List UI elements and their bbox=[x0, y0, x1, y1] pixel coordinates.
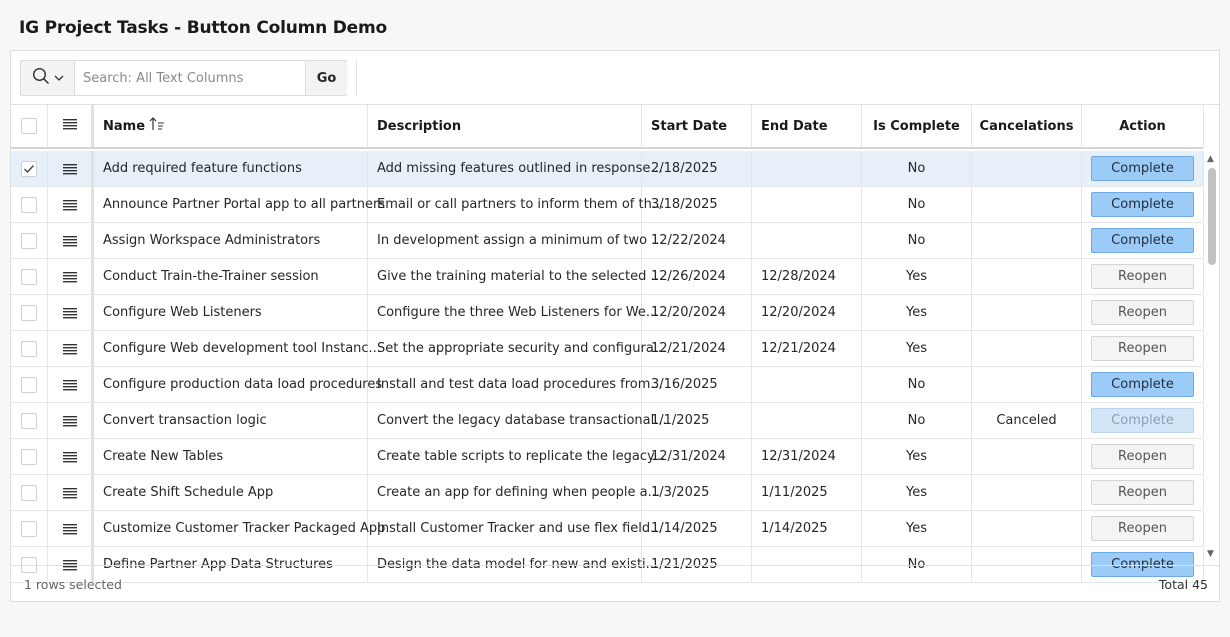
row-actions-menu[interactable] bbox=[48, 331, 94, 366]
row-actions-menu[interactable] bbox=[48, 295, 94, 330]
cell-is-complete[interactable]: Yes bbox=[862, 331, 972, 366]
cell-cancelations[interactable] bbox=[972, 511, 1082, 546]
row-checkbox[interactable] bbox=[21, 161, 37, 177]
cell-end-date[interactable]: 1/11/2025 bbox=[752, 475, 862, 510]
row-select-cell[interactable] bbox=[11, 475, 48, 510]
cell-description[interactable] bbox=[368, 403, 667, 438]
row-select-cell[interactable] bbox=[11, 403, 48, 438]
cell-action bbox=[1082, 403, 1204, 438]
search-icon bbox=[32, 67, 50, 89]
row-checkbox[interactable] bbox=[21, 341, 37, 357]
cell-start-date[interactable]: 12/31/2024 bbox=[642, 439, 752, 474]
hamburger-icon bbox=[63, 118, 77, 134]
total-count: Total 45 bbox=[1158, 577, 1208, 592]
complete-button[interactable]: Complete bbox=[1091, 192, 1194, 217]
cell-action bbox=[1082, 367, 1204, 402]
hamburger-icon bbox=[63, 379, 77, 391]
cell-name-text: Announce Partner Portal app to all partners bbox=[103, 197, 386, 212]
table-row[interactable] bbox=[11, 367, 1203, 403]
hamburger-icon bbox=[63, 523, 77, 535]
cell-start-date[interactable]: 1/14/2025 bbox=[642, 511, 752, 546]
row-checkbox[interactable] bbox=[21, 197, 37, 213]
cell-end-date[interactable] bbox=[752, 223, 862, 258]
cell-action bbox=[1082, 259, 1204, 294]
hamburger-icon bbox=[63, 451, 77, 463]
cell-start-date[interactable]: 1/21/2025 bbox=[642, 547, 752, 582]
cell-description-text: Install Customer Tracker and use flex field... bbox=[377, 521, 663, 536]
sort-ascending-icon bbox=[149, 117, 165, 135]
go-button[interactable]: Go bbox=[305, 61, 347, 95]
column-header-start-date[interactable]: Start Date bbox=[642, 105, 752, 147]
cell-name-text: Configure Web development tool Instanc... bbox=[103, 341, 381, 356]
table-row[interactable] bbox=[11, 187, 1203, 223]
row-select-cell[interactable] bbox=[11, 187, 48, 222]
cell-action bbox=[1082, 187, 1204, 222]
cell-action bbox=[1082, 439, 1204, 474]
search-bar bbox=[20, 60, 347, 96]
cell-action bbox=[1082, 475, 1204, 510]
cell-description[interactable] bbox=[368, 475, 660, 510]
cell-is-complete[interactable]: No bbox=[862, 403, 972, 438]
scroll-up-arrow-icon[interactable]: ▲ bbox=[1207, 154, 1214, 164]
row-actions-menu[interactable] bbox=[48, 511, 94, 546]
cell-name-text: Configure Web Listeners bbox=[103, 305, 262, 320]
cell-is-complete[interactable]: Yes bbox=[862, 475, 972, 510]
cell-is-complete[interactable]: No bbox=[862, 187, 972, 222]
interactive-grid bbox=[10, 50, 1220, 602]
cell-name[interactable] bbox=[94, 439, 368, 474]
cell-description[interactable] bbox=[368, 439, 666, 474]
checkmark-icon bbox=[23, 164, 35, 174]
row-checkbox[interactable] bbox=[21, 269, 37, 285]
column-header-name-label: Name bbox=[103, 118, 146, 134]
cell-name-text: Configure production data load procedures bbox=[103, 377, 383, 392]
row-actions-menu[interactable] bbox=[48, 223, 94, 258]
search-input[interactable] bbox=[75, 61, 305, 95]
row-actions-menu[interactable] bbox=[48, 475, 94, 510]
column-header-cancelations[interactable]: Cancelations bbox=[972, 105, 1082, 147]
cell-name[interactable] bbox=[94, 331, 381, 366]
reopen-button[interactable]: Reopen bbox=[1091, 516, 1194, 541]
grid-footer bbox=[11, 565, 1219, 601]
cell-is-complete[interactable]: No bbox=[862, 151, 972, 186]
cell-is-complete[interactable]: No bbox=[862, 367, 972, 402]
grid-body bbox=[11, 151, 1203, 572]
cell-name-text: Assign Workspace Administrators bbox=[103, 233, 321, 248]
row-checkbox[interactable] bbox=[21, 377, 37, 393]
cell-description-text: Add missing features outlined in response... bbox=[377, 161, 663, 176]
row-actions-menu[interactable] bbox=[48, 187, 94, 222]
select-all-checkbox[interactable] bbox=[21, 118, 37, 134]
cell-description[interactable] bbox=[368, 151, 663, 186]
cell-end-date[interactable]: 12/31/2024 bbox=[752, 439, 862, 474]
hamburger-icon bbox=[63, 271, 77, 283]
reopen-button[interactable]: Reopen bbox=[1091, 480, 1194, 505]
cell-action bbox=[1082, 331, 1204, 366]
cell-end-date[interactable] bbox=[752, 151, 862, 186]
cell-name[interactable] bbox=[94, 151, 368, 186]
cell-cancelations[interactable] bbox=[972, 439, 1082, 474]
row-select-cell[interactable] bbox=[11, 259, 48, 294]
cell-end-date[interactable]: 1/14/2025 bbox=[752, 511, 862, 546]
complete-button[interactable]: Complete bbox=[1091, 552, 1194, 577]
hamburger-icon bbox=[63, 163, 77, 175]
table-row[interactable] bbox=[11, 511, 1203, 547]
column-header-end-date[interactable]: End Date bbox=[752, 105, 862, 147]
cell-description-text: In development assign a minimum of two ... bbox=[377, 233, 664, 248]
complete-button[interactable]: Complete bbox=[1091, 228, 1194, 253]
cell-start-date[interactable]: 12/22/2024 bbox=[642, 223, 752, 258]
cell-description[interactable] bbox=[368, 511, 663, 546]
reopen-button[interactable]: Reopen bbox=[1091, 336, 1194, 361]
table-row[interactable] bbox=[11, 403, 1203, 439]
hamburger-icon bbox=[63, 487, 77, 499]
page-title: IG Project Tasks - Button Column Demo bbox=[19, 18, 387, 38]
complete-button[interactable]: Complete bbox=[1091, 372, 1194, 397]
reopen-button[interactable]: Reopen bbox=[1091, 444, 1194, 469]
cell-end-date[interactable]: 12/21/2024 bbox=[752, 331, 862, 366]
cell-name-text: Convert transaction logic bbox=[103, 413, 267, 428]
cell-start-date[interactable]: 3/16/2025 bbox=[642, 367, 752, 402]
reopen-button[interactable]: Reopen bbox=[1091, 264, 1194, 289]
cell-cancelations[interactable]: Canceled bbox=[972, 403, 1082, 438]
column-header-is-complete[interactable]: Is Complete bbox=[862, 105, 972, 147]
cell-name-text: Conduct Train-the-Trainer session bbox=[103, 269, 319, 284]
cell-description[interactable] bbox=[368, 223, 664, 258]
table-row[interactable] bbox=[11, 331, 1203, 367]
cell-description[interactable] bbox=[368, 331, 667, 366]
header-select-all[interactable] bbox=[11, 105, 48, 147]
cell-cancelations[interactable] bbox=[972, 223, 1082, 258]
cell-cancelations[interactable] bbox=[972, 187, 1082, 222]
cell-name-text: Add required feature functions bbox=[103, 161, 302, 176]
cell-name[interactable] bbox=[94, 187, 386, 222]
cell-action bbox=[1082, 295, 1204, 330]
cell-description-text: Install and test data load procedures from... bbox=[377, 377, 663, 392]
table-row[interactable] bbox=[11, 223, 1203, 259]
cell-cancelations[interactable] bbox=[972, 151, 1082, 186]
table-row[interactable] bbox=[11, 439, 1203, 475]
cell-start-date[interactable]: 12/26/2024 bbox=[642, 259, 752, 294]
complete-button: Complete bbox=[1091, 408, 1194, 433]
row-actions-menu[interactable] bbox=[48, 259, 94, 294]
column-header-description[interactable]: Description bbox=[368, 105, 642, 147]
cell-description-text: Create table scripts to replicate the legacy... bbox=[377, 449, 666, 464]
cell-action bbox=[1082, 223, 1204, 258]
row-checkbox[interactable] bbox=[21, 233, 37, 249]
cell-start-date[interactable]: 2/18/2025 bbox=[642, 151, 752, 186]
reopen-button[interactable]: Reopen bbox=[1091, 300, 1194, 325]
cell-name-text: Create New Tables bbox=[103, 449, 224, 464]
cell-description-text: Design the data model for new and existi... bbox=[377, 557, 659, 572]
hamburger-icon bbox=[63, 307, 77, 319]
cell-start-date[interactable]: 1/3/2025 bbox=[642, 475, 752, 510]
cell-action bbox=[1082, 511, 1204, 546]
vertical-scrollbar[interactable] bbox=[1205, 151, 1219, 565]
row-actions-menu[interactable] bbox=[48, 439, 94, 474]
row-checkbox[interactable] bbox=[21, 449, 37, 465]
scrollbar-thumb[interactable] bbox=[1208, 168, 1216, 265]
cell-description-text: Configure the three Web Listeners for We... bbox=[377, 305, 659, 320]
cell-name[interactable] bbox=[94, 511, 386, 546]
cell-name[interactable] bbox=[94, 295, 368, 330]
cell-description[interactable] bbox=[368, 367, 663, 402]
row-select-cell[interactable] bbox=[11, 511, 48, 546]
chevron-down-icon bbox=[54, 71, 64, 86]
row-select-cell[interactable] bbox=[11, 223, 48, 258]
row-checkbox[interactable] bbox=[21, 305, 37, 321]
cell-cancelations[interactable] bbox=[972, 259, 1082, 294]
row-checkbox[interactable] bbox=[21, 413, 37, 429]
cell-description-text: Convert the legacy database transactional... bbox=[377, 413, 667, 428]
cell-start-date[interactable]: 12/21/2024 bbox=[642, 331, 752, 366]
complete-button[interactable]: Complete bbox=[1091, 156, 1194, 181]
cell-cancelations[interactable] bbox=[972, 295, 1082, 330]
cell-start-date[interactable]: 1/1/2025 bbox=[642, 403, 752, 438]
toolbar-divider bbox=[356, 60, 357, 96]
cell-name[interactable] bbox=[94, 475, 368, 510]
cell-end-date[interactable]: 12/20/2024 bbox=[752, 295, 862, 330]
row-checkbox[interactable] bbox=[21, 521, 37, 537]
cell-start-date[interactable]: 12/20/2024 bbox=[642, 295, 752, 330]
hamburger-icon bbox=[63, 199, 77, 211]
cell-name-text: Define Partner App Data Structures bbox=[103, 557, 333, 572]
cell-name-text: Customize Customer Tracker Packaged App bbox=[103, 521, 386, 536]
row-checkbox[interactable] bbox=[21, 485, 37, 501]
column-header-name[interactable] bbox=[94, 105, 368, 147]
cell-name-text: Create Shift Schedule App bbox=[103, 485, 274, 500]
cell-end-date[interactable]: 12/28/2024 bbox=[752, 259, 862, 294]
table-row[interactable] bbox=[11, 295, 1203, 331]
cell-is-complete[interactable]: Yes bbox=[862, 259, 972, 294]
row-select-cell[interactable] bbox=[11, 439, 48, 474]
cell-description[interactable] bbox=[368, 295, 659, 330]
hamburger-icon bbox=[63, 235, 77, 247]
cell-is-complete[interactable]: Yes bbox=[862, 439, 972, 474]
cell-cancelations[interactable] bbox=[972, 331, 1082, 366]
cell-end-date[interactable] bbox=[752, 367, 862, 402]
cell-name[interactable] bbox=[94, 259, 368, 294]
cell-cancelations[interactable] bbox=[972, 367, 1082, 402]
hamburger-icon bbox=[63, 415, 77, 427]
scroll-down-arrow-icon[interactable]: ▼ bbox=[1207, 549, 1214, 559]
row-actions-menu[interactable] bbox=[48, 367, 94, 402]
grid-header bbox=[11, 105, 1203, 149]
table-row[interactable] bbox=[11, 151, 1203, 187]
cell-name[interactable] bbox=[94, 367, 383, 402]
cell-description[interactable] bbox=[368, 259, 663, 294]
cell-cancelations[interactable] bbox=[972, 475, 1082, 510]
cell-is-complete[interactable]: No bbox=[862, 547, 972, 582]
row-select-cell[interactable] bbox=[11, 295, 48, 330]
search-column-menu-button[interactable] bbox=[21, 61, 75, 95]
cell-description-text: Email or call partners to inform them of th... bbox=[377, 197, 665, 212]
cell-description[interactable] bbox=[368, 187, 665, 222]
row-select-cell[interactable] bbox=[11, 367, 48, 402]
cell-description-text: Set the appropriate security and configura... bbox=[377, 341, 667, 356]
cell-name[interactable] bbox=[94, 403, 368, 438]
cell-description-text: Give the training material to the selected ... bbox=[377, 269, 663, 284]
row-select-cell[interactable] bbox=[11, 151, 48, 186]
grid-toolbar bbox=[11, 51, 1219, 105]
hamburger-icon bbox=[63, 343, 77, 355]
cell-is-complete[interactable]: No bbox=[862, 223, 972, 258]
cell-description-text: Create an app for defining when people a... bbox=[377, 485, 660, 500]
row-actions-menu[interactable] bbox=[48, 403, 94, 438]
cell-end-date[interactable] bbox=[752, 187, 862, 222]
cell-start-date[interactable]: 3/18/2025 bbox=[642, 187, 752, 222]
table-row[interactable] bbox=[11, 475, 1203, 511]
table-row[interactable] bbox=[11, 259, 1203, 295]
cell-is-complete[interactable]: Yes bbox=[862, 295, 972, 330]
row-actions-menu[interactable] bbox=[48, 151, 94, 186]
column-header-action[interactable]: Action bbox=[1082, 105, 1204, 147]
cell-is-complete[interactable]: Yes bbox=[862, 511, 972, 546]
cell-end-date[interactable] bbox=[752, 403, 862, 438]
header-actions-menu[interactable] bbox=[48, 105, 94, 147]
selection-count: 1 rows selected bbox=[24, 577, 122, 592]
cell-action bbox=[1082, 151, 1204, 186]
row-select-cell[interactable] bbox=[11, 331, 48, 366]
cell-name[interactable] bbox=[94, 223, 368, 258]
